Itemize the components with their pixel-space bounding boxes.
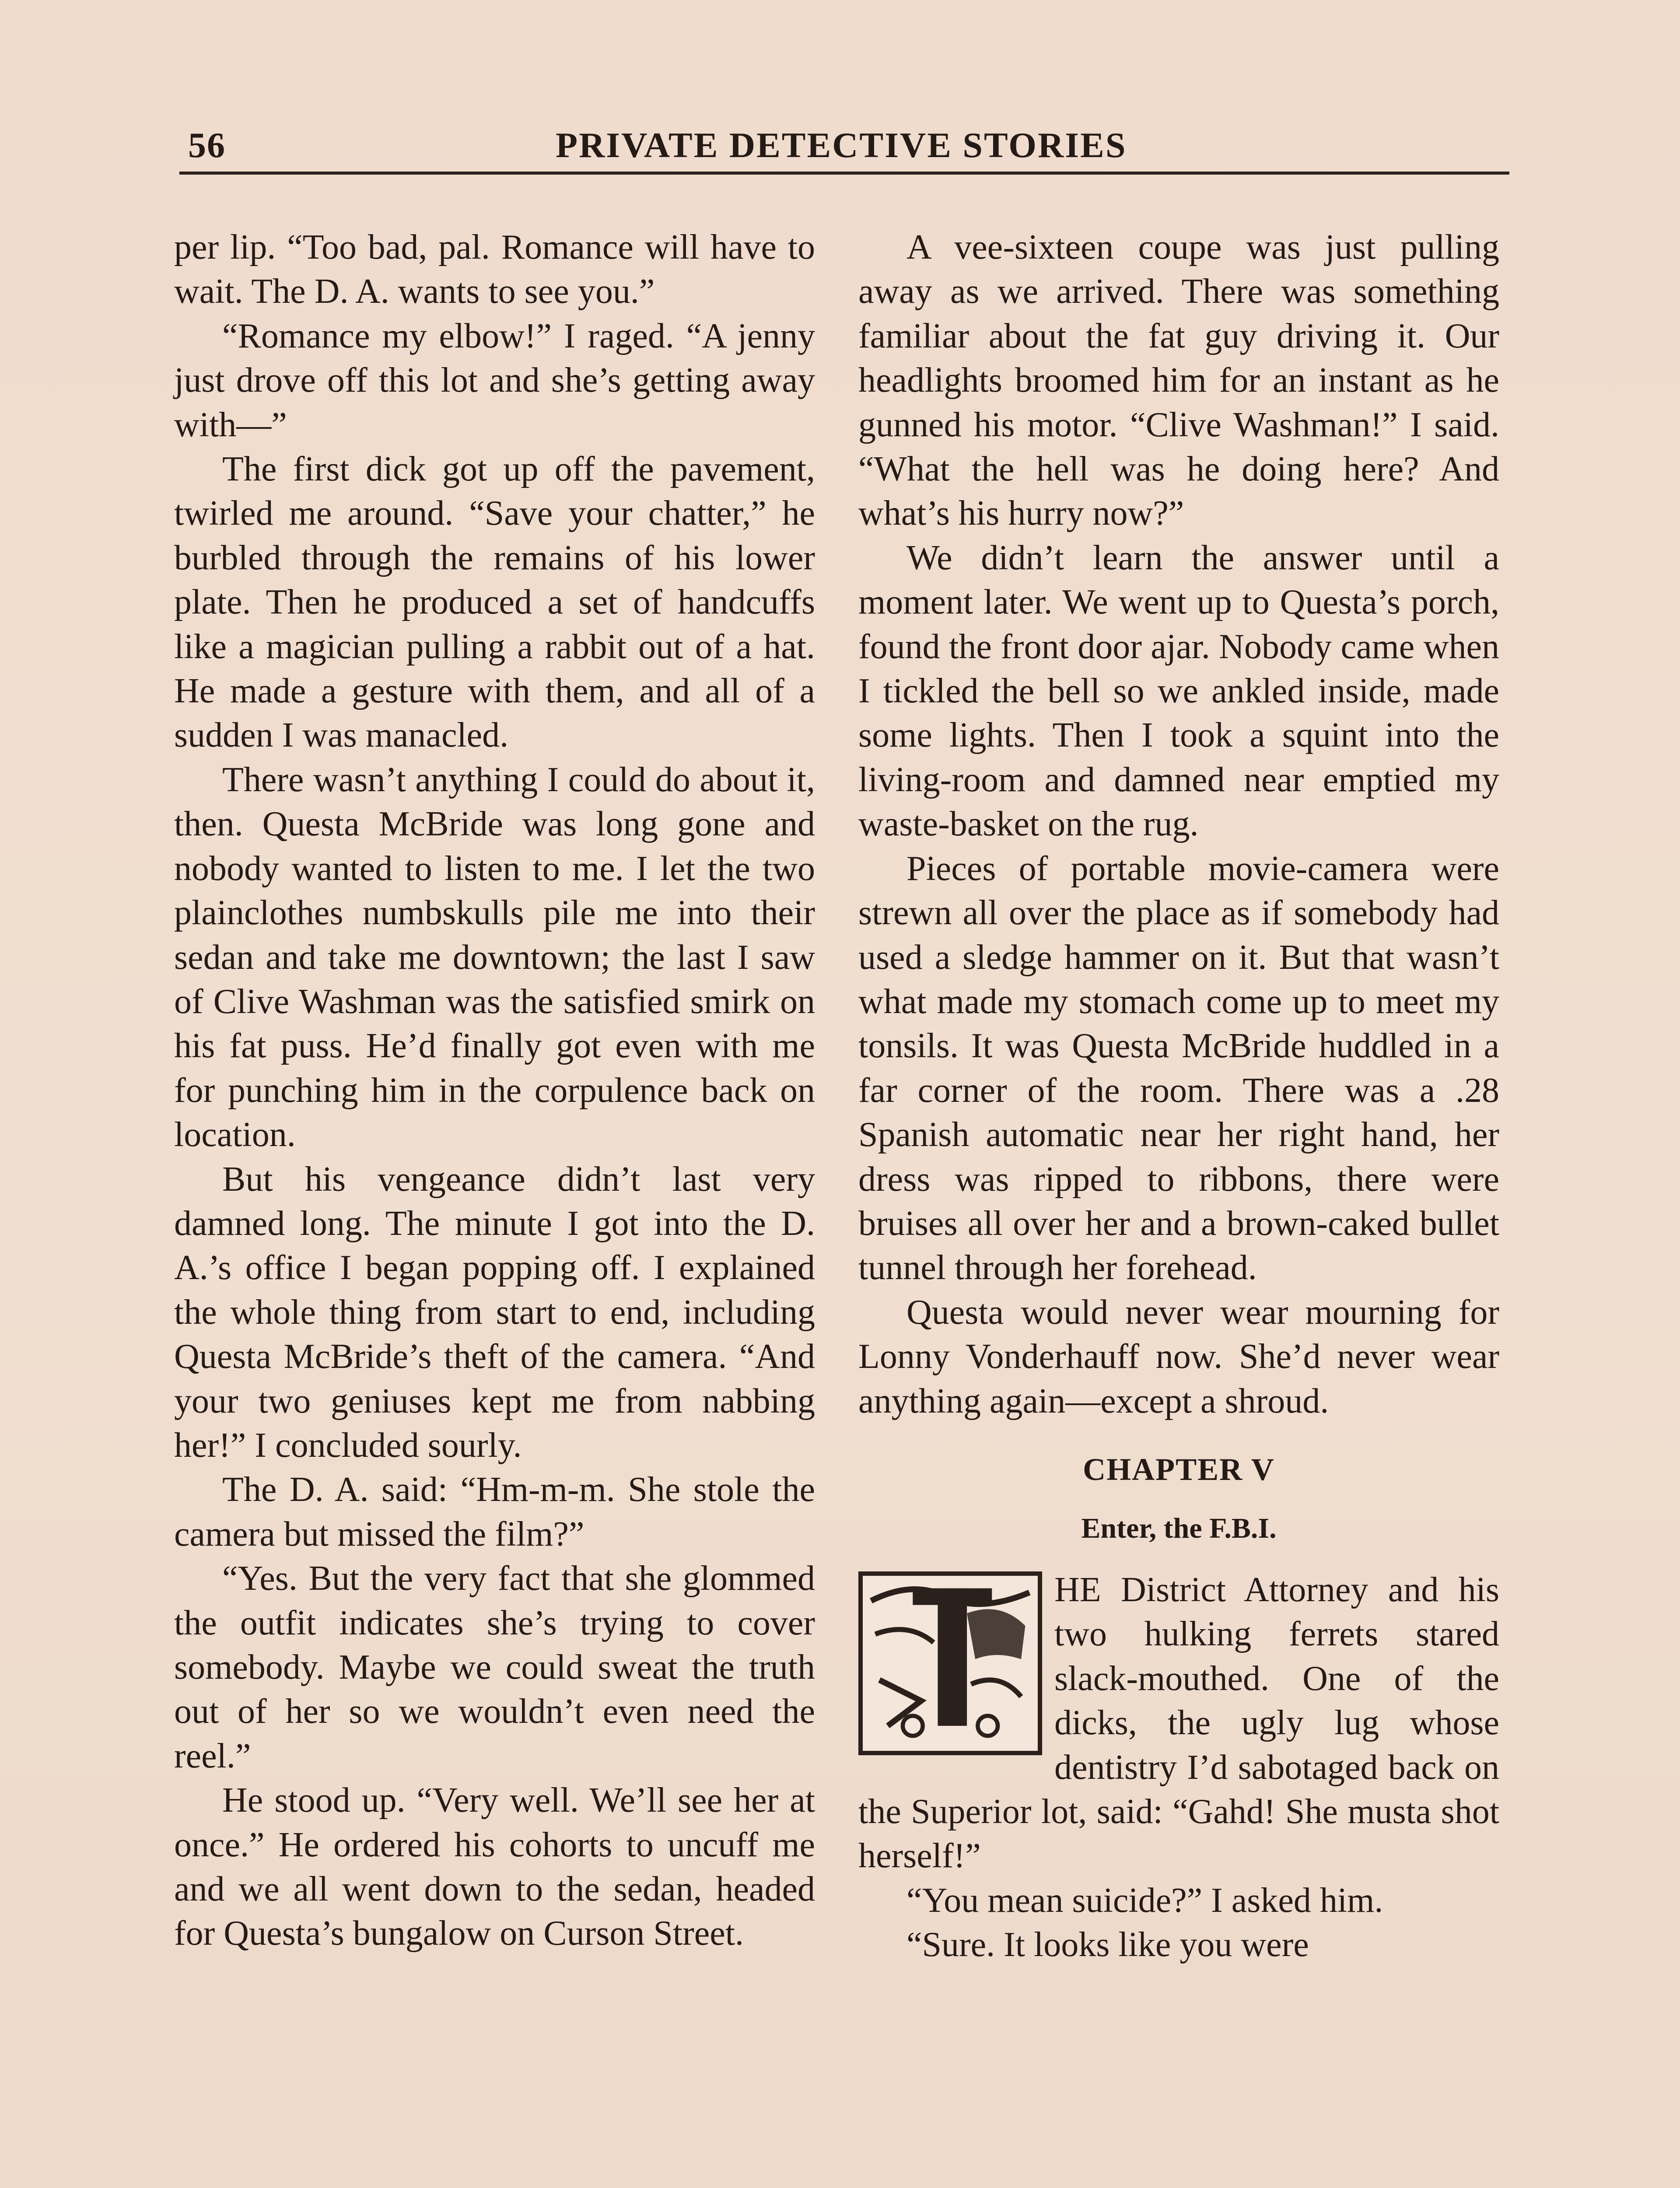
paragraph: There wasn’t anything I could do about it, then. Questa McBride was long gone and nobody wanted to listen to me. I let the two plainclothes numbskulls pile me into their sedan and take me downtown; the last I saw of Clive Washman was the satisfied smirk on his fat puss. He’d finally got even with me for punching him in the corpulence back on location. xyxy=(174,760,815,1154)
chapter-subtitle: Enter, the F.B.I. xyxy=(1081,1512,1277,1544)
paragraph: Questa would never wear mourning for Lonny Vonderhauff now. She’d never wear anything again—except a shroud. xyxy=(858,1293,1499,1420)
right-column xyxy=(858,225,1499,1967)
paragraph: per lip. “Too bad, pal. Romance will have to wait. The D. A. wants to see you.” xyxy=(174,228,815,311)
paragraph: A vee-sixteen coupe was just pulling away as we arrived. There was something familiar about the fat guy driving it. Our headlights broomed him for an instant as he gunned his motor. “Clive Washman!” I said. “What the hell was he doing here? And what’s his hurry now?” xyxy=(858,228,1499,533)
page-header xyxy=(188,120,1509,168)
header-rule xyxy=(179,172,1509,175)
paragraph: The first dick got up off the pavement, twirled me around. “Save your chatter,” he burbled through the remains of his lower plate. Then he produced a set of handcuffs like a magician pulling a rabbit out of a hat. He made a gesture with them, and all of a sudden I was manacled. xyxy=(174,450,815,755)
chapter-opening-paragraph xyxy=(858,1568,1499,1879)
paragraph: “Romance my elbow!” I raged. “A jenny just drove off this lot and she’s getting away with—” xyxy=(174,316,815,444)
woodcut-illustration-icon xyxy=(863,1576,1038,1751)
paragraph: The D. A. said: “Hm-m-m. She stole the camera but missed the film?” xyxy=(174,1470,815,1553)
drop-cap-t-illustration xyxy=(858,1571,1042,1755)
chapter-opening-text: HE District Attorney and his two hulking ferrets stared slack-mouthed. One of the dicks, the ugly lug whose dentistry I’d sabotaged back on the Superior lot, said: “Gahd! She musta shot herself!” xyxy=(858,1570,1499,1876)
paragraph: He stood up. “Very well. We’ll see her at once.” He ordered his cohorts to uncuff me and we all went down to the sedan, headed for Questa’s bungalow on Curson Street. xyxy=(174,1781,815,1953)
left-column xyxy=(174,225,815,1956)
paragraph: We didn’t learn the answer until a moment later. We went up to Questa’s porch, found the front door ajar. Nobody came when I tickled the bell so we ankled inside, made some lights. Then I took a squint into the living-room and damned near emptied my waste-basket on the rug. xyxy=(858,538,1499,844)
running-head: PRIVATE DETECTIVE STORIES xyxy=(556,125,1127,165)
page-number: 56 xyxy=(188,125,226,165)
paragraph: Pieces of portable movie-camera were strewn all over the place as if somebody had used a sledge hammer on it. But that wasn’t what made my stomach come up to meet my tonsils. It was Questa McBride huddled in a far corner of the room. There was a .28 Spanish automatic near her right hand, her dress was ripped to ribbons, there were bruises all over her and a brown-caked bullet tunnel through her forehead. xyxy=(858,849,1499,1287)
chapter-title: CHAPTER V xyxy=(1083,1452,1275,1487)
paragraph: But his vengeance didn’t last very damned long. The minute I got into the D. A.’s office I began popping off. I explained the whole thing from start to end, including Questa McBride’s theft of the camera. “And your two geniuses kept me from nabbing her!” I concluded sourly. xyxy=(174,1160,815,1465)
paragraph: “Sure. It looks like you were xyxy=(906,1925,1309,1964)
paragraph: “You mean suicide?” I asked him. xyxy=(906,1881,1383,1920)
paragraph: “Yes. But the very fact that she glommed the outfit indicates she’s trying to cover somebody. Maybe we could sweat the truth out of her so we wouldn’t even need the reel.” xyxy=(174,1559,815,1775)
